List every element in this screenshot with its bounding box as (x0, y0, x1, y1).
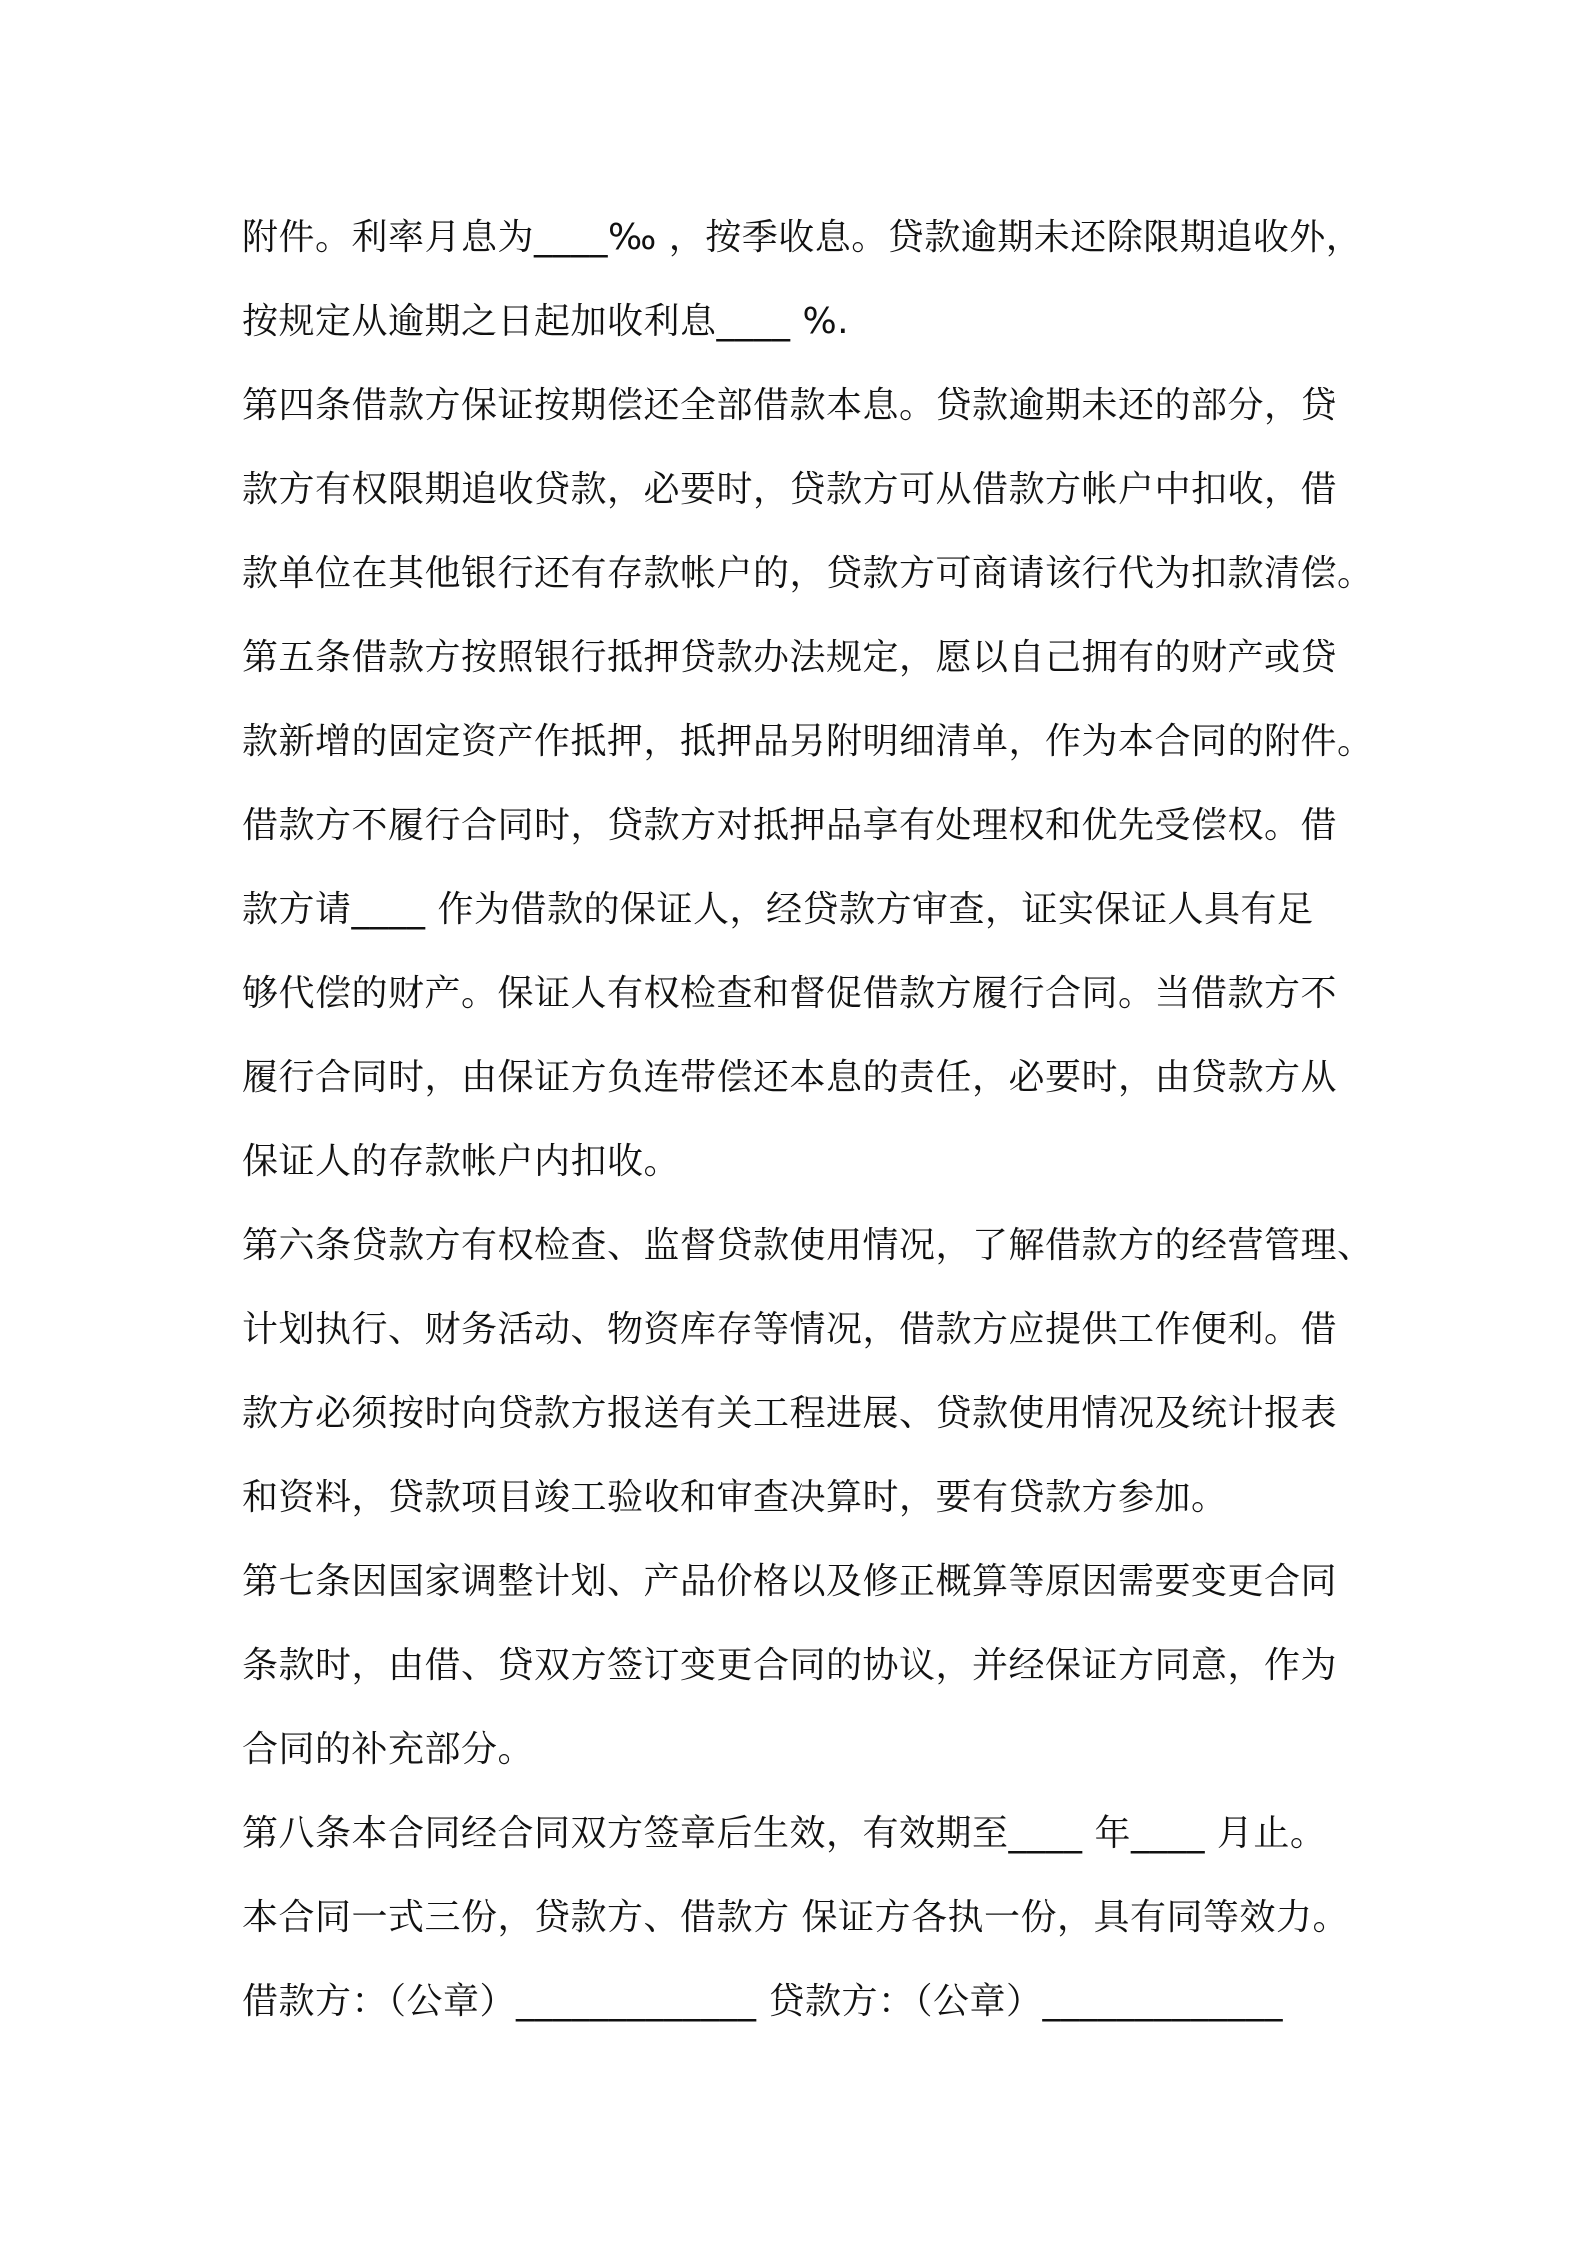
signature-line: 借款方：（公章）_____________ 贷款方：（公章）_____________ (242, 1981, 1283, 2022)
text-line: 条款时，由借、贷双方签订变更合同的协议，并经保证方同意，作为 (242, 1645, 1338, 1686)
text-line: 合同的补充部分。 (242, 1729, 535, 1770)
text-line: 款方必须按时向贷款方报送有关工程进展、贷款使用情况及统计报表 (242, 1393, 1338, 1434)
text-line: 借款方不履行合同时，贷款方对抵押品享有处理权和优先受偿权。借 (242, 805, 1338, 846)
text-line: 按规定从逾期之日起加收利息____ %. (242, 301, 850, 342)
document-body (242, 196, 1372, 2044)
text-line: 第四条借款方保证按期偿还全部借款本息。贷款逾期未还的部分，贷 (242, 385, 1338, 426)
text-line: 第六条贷款方有权检查、监督贷款使用情况，了解借款方的经营管理、 (242, 1225, 1374, 1266)
text-line: 第八条本合同经合同双方签章后生效，有效期至____ 年____ 月止。 (242, 1813, 1327, 1854)
text-line: 款新增的固定资产作抵押，抵押品另附明细清单，作为本合同的附件。 (242, 721, 1374, 762)
text-line: 履行合同时，由保证方负连带偿还本息的责任，必要时，由贷款方从 (242, 1057, 1338, 1098)
text-line: 和资料，贷款项目竣工验收和审查决算时，要有贷款方参加。 (242, 1477, 1228, 1518)
text-line: 款方有权限期追收贷款，必要时，贷款方可从借款方帐户中扣收，借 (242, 469, 1338, 510)
text-line: 款单位在其他银行还有存款帐户的，贷款方可商请该行代为扣款清偿。 (242, 553, 1374, 594)
text-line: 第五条借款方按照银行抵押贷款办法规定，愿以自己拥有的财产或贷 (242, 637, 1338, 678)
text-line: 款方请____ 作为借款的保证人，经贷款方审查，证实保证人具有足 (242, 889, 1314, 930)
text-line: 第七条因国家调整计划、产品价格以及修正概算等原因需要变更合同 (242, 1561, 1338, 1602)
text-line: 保证人的存款帐户内扣收。 (242, 1141, 681, 1182)
text-line: 够代偿的财产。保证人有权检查和督促借款方履行合同。当借款方不 (242, 973, 1338, 1014)
text-line: 本合同一式三份，贷款方、借款方 保证方各执一份，具有同等效力。 (242, 1897, 1349, 1938)
text-line: 计划执行、财务活动、物资库存等情况，借款方应提供工作便利。借 (242, 1309, 1338, 1350)
text-line: 附件。利率月息为____‰ ，按季收息。贷款逾期未还除限期追收外， (242, 217, 1363, 258)
